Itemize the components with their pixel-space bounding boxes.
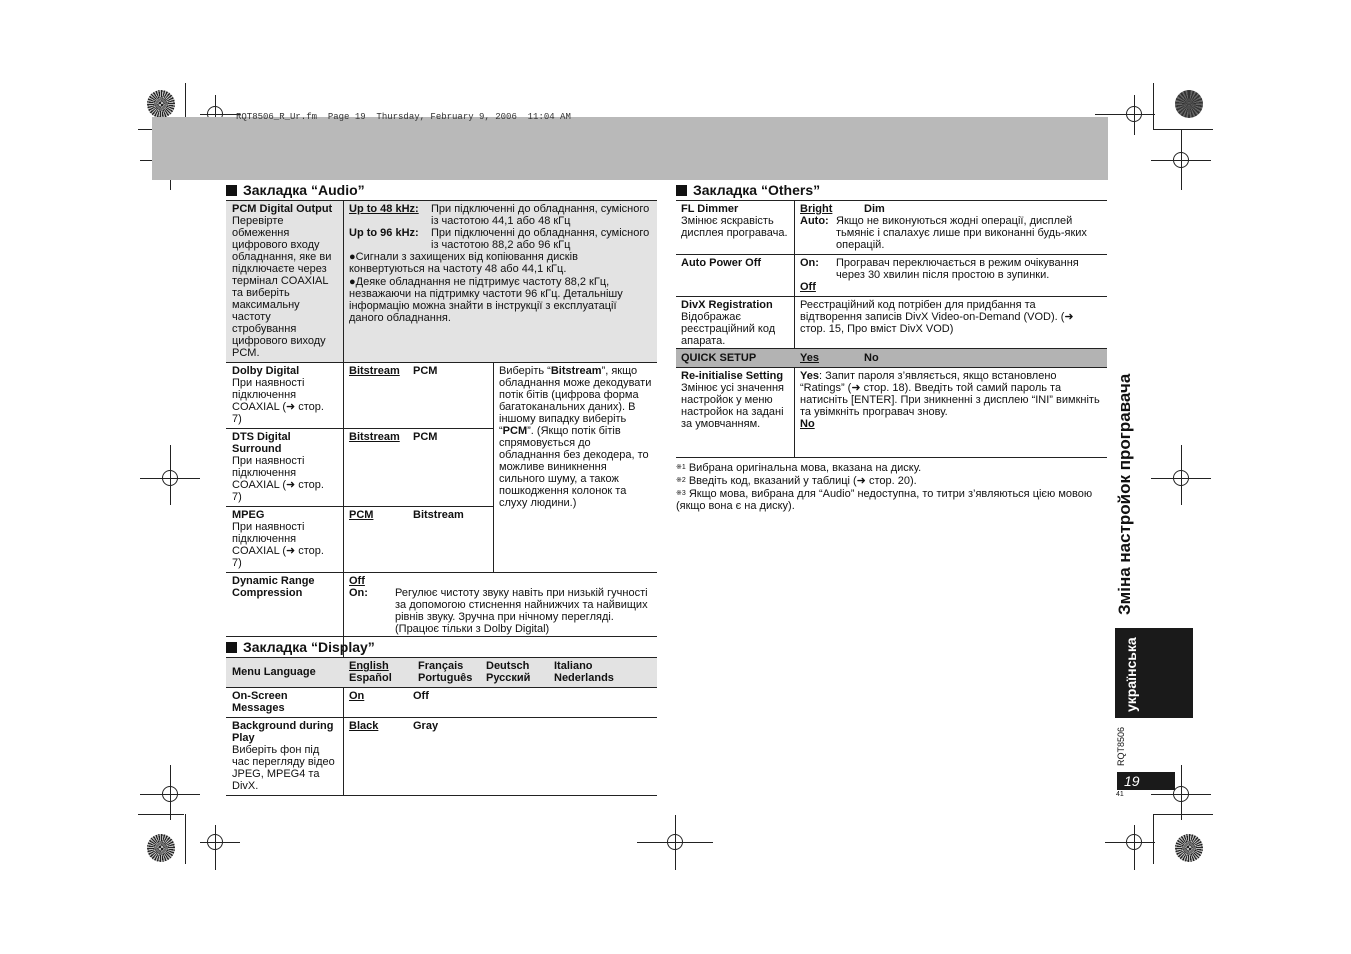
bg-option-gray: Gray <box>413 720 439 732</box>
drc-on-text: Регулює чистоту звуку навіть при низькій гучності за допомогою стиснення найнижчих та найвищих рівнів звуку. Зручна при нічному перегляді. (Працює тільки з Dolby Digital) <box>395 587 648 635</box>
divx-text: Реєстраційний код потрібен для придбання та відтворення записів DivX Video-on-Demand (VOD). (➜ стор. 15, Про вміст DivX VOD) <box>800 299 1074 335</box>
audio-section-title: Закладка “Audio” <box>226 182 365 198</box>
pcm-note-1: ●Сигнали з захищених від копіювання дисків конвертуються на частоту 48 або 44,1 кГц. <box>349 251 578 275</box>
registration-rosette-icon <box>147 90 175 118</box>
others-section-title: Закладка “Others” <box>676 182 820 198</box>
dts-name: DTS Digital Surround <box>232 431 291 455</box>
lang-option-francais: Français <box>418 660 464 672</box>
lang-option-italiano: Italiano <box>554 660 593 672</box>
mpeg-name: MPEG <box>232 509 265 521</box>
drc-option-on: On: <box>349 587 368 599</box>
apo-name: Auto Power Off <box>681 257 762 269</box>
reinit-yes: Yes: Запит пароля з’являється, якщо встановлено “Ratings” (➜ стор. 18). Введіть той самий пароль та натисніть [ENTER]. При зникненні з дисплею “INI” вимкніть та увімкніть програвач знову. <box>800 370 1100 418</box>
dts-option-pcm: PCM <box>413 431 438 443</box>
drc-name: Dynamic Range Compression <box>232 575 315 599</box>
lang-option-nederlands: Nederlands <box>554 672 614 684</box>
mpeg-option-pcm: PCM <box>349 509 374 521</box>
lang-option-russian: Русский <box>486 672 531 684</box>
divx-name: DivX Registration <box>681 299 773 311</box>
registration-target-icon <box>1173 470 1189 486</box>
bg-option-black: Black <box>349 720 379 732</box>
pcm-opt2-text: При підключенні до обладнання, сумісного із частотою 88,2 або 96 кГц <box>431 227 650 251</box>
lang-option-english: English <box>349 660 389 672</box>
pcm-opt2-label: Up to 96 kHz: <box>349 227 419 239</box>
bullet-square-icon <box>226 642 237 653</box>
divx-desc: Відображає реєстраційний код апарата. <box>681 311 776 347</box>
registration-target-icon <box>1126 834 1142 850</box>
doc-code: RQT8506 <box>1116 726 1126 766</box>
lang-option-portugues: Português <box>418 672 473 684</box>
registration-target-icon <box>207 834 223 850</box>
registration-target-icon <box>162 470 178 486</box>
bullet-square-icon <box>226 185 237 196</box>
display-section-title: Закладка “Display” <box>226 639 375 655</box>
header-band <box>152 117 1108 180</box>
bg-desc: Виберіть фон під час перегляду відео JPEG, MPEG4 та DivX. <box>232 744 335 792</box>
registration-rosette-icon <box>1175 90 1203 118</box>
apo-option-off: Off <box>800 281 816 293</box>
registration-target-icon <box>1173 152 1189 168</box>
apo-on-text: Програвач переключається в режим очікування через 30 хвилин після простою в зупинки. <box>836 257 1079 281</box>
registration-rosette-icon <box>147 834 175 862</box>
reinit-desc: Змінює усі значення настройок у меню настройок на задані за умовчанням. <box>681 382 784 430</box>
file-header: RQT8506_R_Ur.fm Page 19 Thursday, February 9, 2006 11:04 AM <box>236 112 571 122</box>
fl-option-bright: Bright <box>800 203 833 215</box>
registration-target-icon <box>667 834 683 850</box>
page-number: 19 <box>1124 773 1140 789</box>
dts-desc: При наявності підключення COAXIAL (➜ стор. 7) <box>232 455 324 503</box>
reinit-name: Re-initialise Setting <box>681 370 784 382</box>
dts-option-bitstream: Bitstream <box>349 431 400 443</box>
registration-target-icon <box>1173 786 1189 802</box>
fl-dimmer-name: FL Dimmer <box>681 203 739 215</box>
dolby-desc: При наявності підключення COAXIAL (➜ стор. 7) <box>232 377 324 425</box>
dolby-option-bitstream: Bitstream <box>349 365 400 377</box>
quick-setup-name: QUICK SETUP <box>681 352 757 364</box>
pcm-opt1-text: При підключенні до обладнання, сумісного із частотою 44,1 або 48 кГц <box>431 203 650 227</box>
registration-target-icon <box>1126 106 1142 122</box>
mpeg-desc: При наявності підключення COAXIAL (➜ стор. 7) <box>232 521 324 569</box>
osm-option-off: Off <box>413 690 429 702</box>
pcm-desc: Перевірте обмеження цифрового входу обладнання, яке ви підключаєте через термінал COAXIAL та виберіть максимальну частоту стробування цифрового виходу PCM. <box>232 215 332 359</box>
lang-option-espanol: Español <box>349 672 392 684</box>
lang-option-deutsch: Deutsch <box>486 660 530 672</box>
osm-name: On-Screen Messages <box>232 690 288 714</box>
fl-option-dim: Dim <box>864 203 885 215</box>
pcm-opt1-label: Up to 48 kHz: <box>349 203 419 215</box>
stream-note: Виберіть “Bitstream”, якщо обладнання може декодувати потік бітів (цифрова форма багатоканальних даних). В іншому випадку виберіть “PCM”. (Якщо потік бітів спрямовується до обладнання без декодера, то можливе виникнення сильного шуму, а також пошкодження колонок та слуху людини.) <box>499 365 652 509</box>
mpeg-option-bitstream: Bitstream <box>413 509 464 521</box>
language-tab-label: українська <box>1123 637 1139 712</box>
apo-option-on: On: <box>800 257 819 269</box>
menu-language-name: Menu Language <box>232 666 316 678</box>
fl-dimmer-desc: Змінює яскравість дисплея програвача. <box>681 215 788 239</box>
fl-auto-text: Якщо не виконуються жодні операції, дисплей тьмяніє і спалахує лише при виконанні будь-яких операцій. <box>836 215 1087 251</box>
footnote-1: ※1 Вибрана оригінальна мова, вказана на диску. <box>676 462 922 474</box>
footnote-3: ※3 Якщо мова, вибрана для “Audio” недоступна, то титри з’являються цією мовою (якщо вона є на диску). <box>676 488 1093 512</box>
dolby-option-pcm: PCM <box>413 365 438 377</box>
registration-target-icon <box>162 786 178 802</box>
drc-option-off: Off <box>349 575 365 587</box>
qs-option-yes: Yes <box>800 352 819 364</box>
pcm-note-2: ●Деяке обладнання не підтримує частоту 88,2 кГц, незважаючи на підтримку частоти 96 кГц. Детальнішу інформацію можна знайти в інструкції з експлуатації даного обладнання. <box>349 276 623 324</box>
osm-option-on: On <box>349 690 365 702</box>
qs-option-no: No <box>864 352 879 364</box>
fl-option-auto: Auto: <box>800 215 829 227</box>
registration-rosette-icon <box>1175 834 1203 862</box>
reinit-option-no: No <box>800 418 815 430</box>
dolby-name: Dolby Digital <box>232 365 300 377</box>
small-page-number: 41 <box>1116 791 1124 798</box>
pcm-name: PCM Digital Output <box>232 203 333 215</box>
bullet-square-icon <box>676 185 687 196</box>
footnote-2: ※2 Введіть код, вказаний у таблиці (➜ стор. 20). <box>676 475 917 487</box>
bg-name: Background during Play <box>232 720 334 744</box>
